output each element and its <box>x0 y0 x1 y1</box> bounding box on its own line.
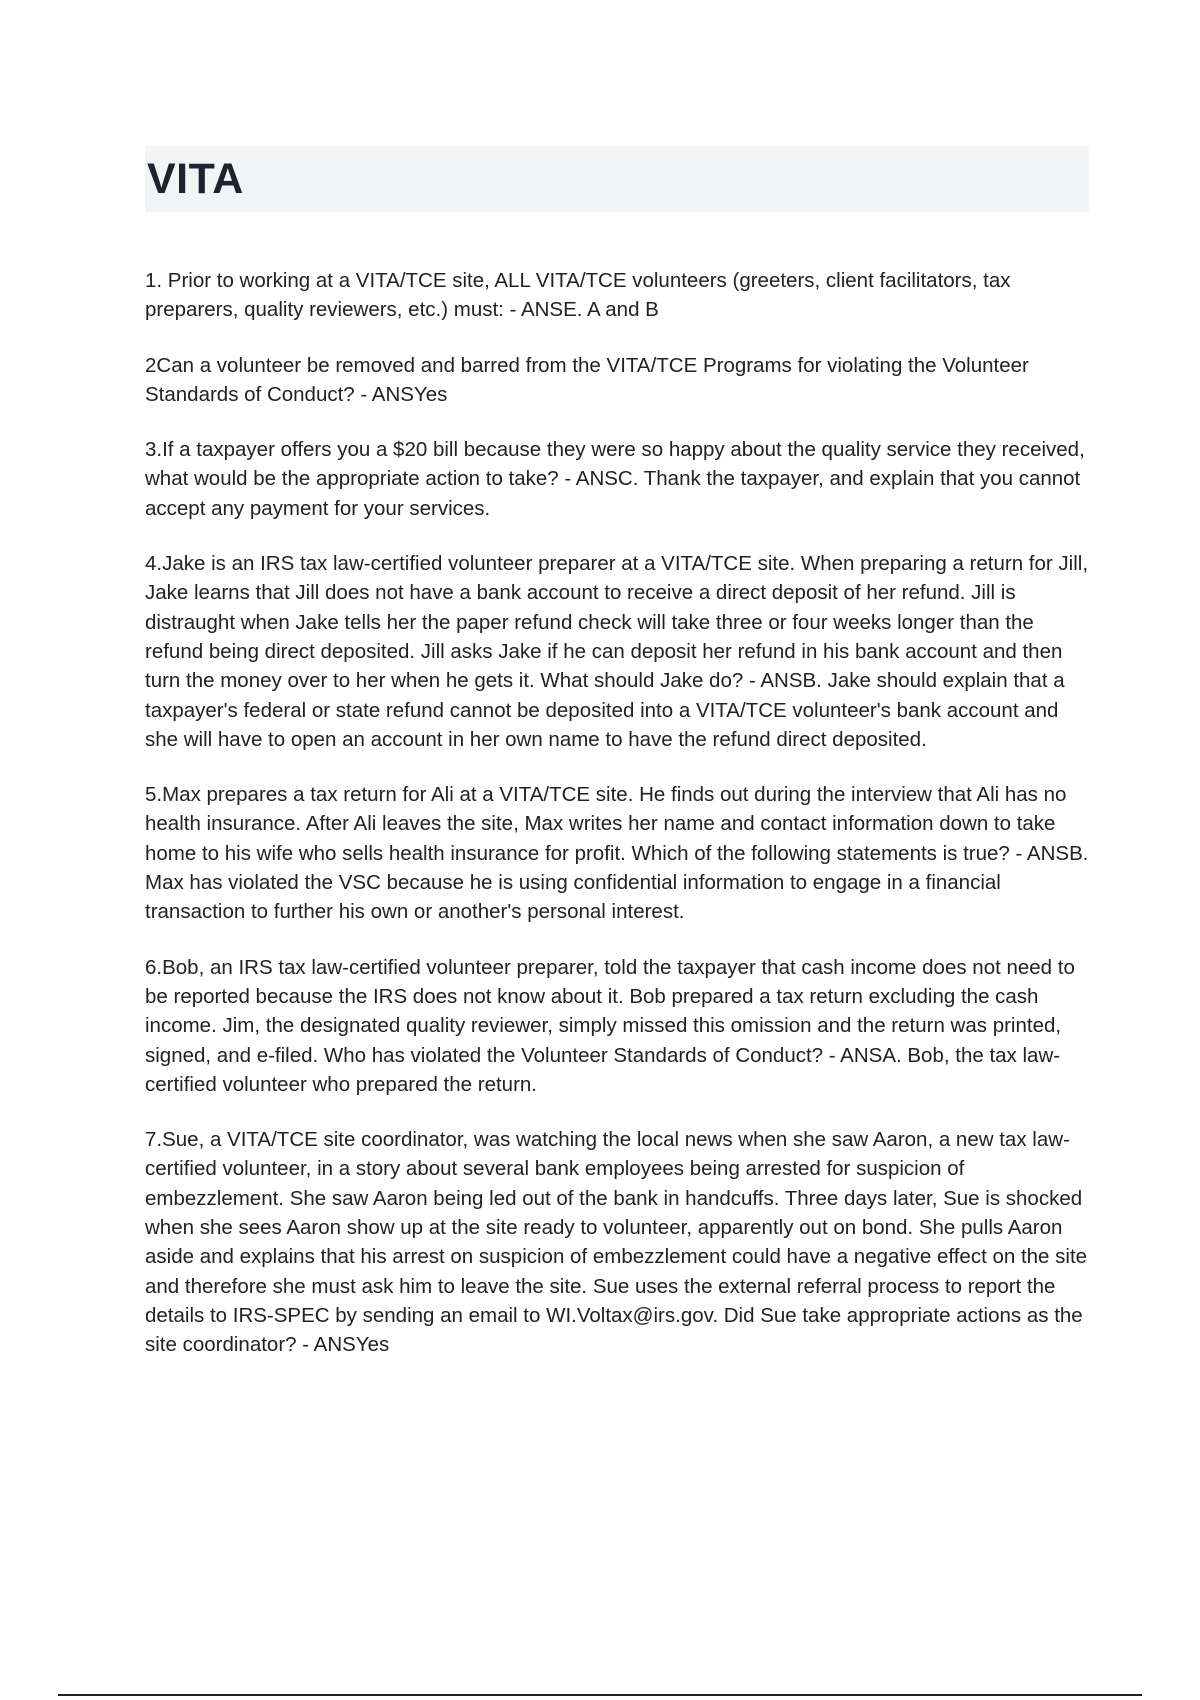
qa-item-1: 1. Prior to working at a VITA/TCE site, ALL VITA/TCE volunteers (greeters, client facilitators, tax preparers, quality reviewers, etc.) must: - ANSE. A and B <box>145 269 1011 322</box>
qa-item-2: 2Can a volunteer be removed and barred from the VITA/TCE Programs for violating the Volunteer Standards of Conduct? - ANSYes <box>145 353 1029 406</box>
title-banner <box>145 146 1089 212</box>
qa-item-6: 6.Bob, an IRS tax law-certified volunteer preparer, told the taxpayer that cash income does not need to be reported because the IRS does not know about it. Bob prepared a tax return excluding the cash income. Jim, the designated quality reviewer, simply missed this omission and the return was printed, signed, and e-filed. Who has violated the Volunteer Standards of Conduct? - ANSA. Bob, the tax law-certified volunteer who prepared the return. <box>145 955 1075 1096</box>
qa-item-5: 5.Max prepares a tax return for Ali at a VITA/TCE site. He finds out during the interview that Ali has no health insurance. After Ali leaves the site, Max writes her name and contact information down to take home to his wife who sells health insurance for profit. Which of the following statements is true? - ANSB. Max has violated the VSC because he is using confidential information to engage in a financial transaction to further his own or another's personal interest. <box>145 783 1089 924</box>
qa-list <box>145 266 1089 1386</box>
qa-item-3: 3.If a taxpayer offers you a $20 bill because they were so happy about the quality service they received, what would be the appropriate action to take? - ANSC. Thank the taxpayer, and explain that you cannot accept any payment for your services. <box>145 438 1085 520</box>
footer-divider <box>58 1694 1142 1696</box>
page-title: VITA <box>147 155 244 203</box>
qa-item-7: 7.Sue, a VITA/TCE site coordinator, was watching the local news when she saw Aaron, a new tax law-certified volunteer, in a story about several bank employees being arrested for suspicion of embezzlement. She saw Aaron being led out of the bank in handcuffs. Three days later, Sue is shocked when she sees Aaron show up at the site ready to volunteer, apparently out on bond. She pulls Aaron aside and explains that his arrest on suspicion of embezzlement could have a negative effect on the site and therefore she must ask him to leave the site. Sue uses the external referral process to report the details to IRS-SPEC by sending an email to WI.Voltax@irs.gov. Did Sue take appropriate actions as the site coordinator? - ANSYes <box>145 1128 1088 1357</box>
qa-item-4: 4.Jake is an IRS tax law-certified volunteer preparer at a VITA/TCE site. When preparing a return for Jill, Jake learns that Jill does not have a bank account to receive a direct deposit of her refund. Jill is distraught when Jake tells her the paper refund check will take three or four weeks longer than the refund being direct deposited. Jill asks Jake if he can deposit her refund in his bank account and then turn the money over to her when he gets it. What should Jake do? - ANSB. Jake should explain that a taxpayer's federal or state refund cannot be deposited into a VITA/TCE volunteer's bank account and she will have to open an account in her own name to have the refund direct deposited. <box>145 552 1089 751</box>
